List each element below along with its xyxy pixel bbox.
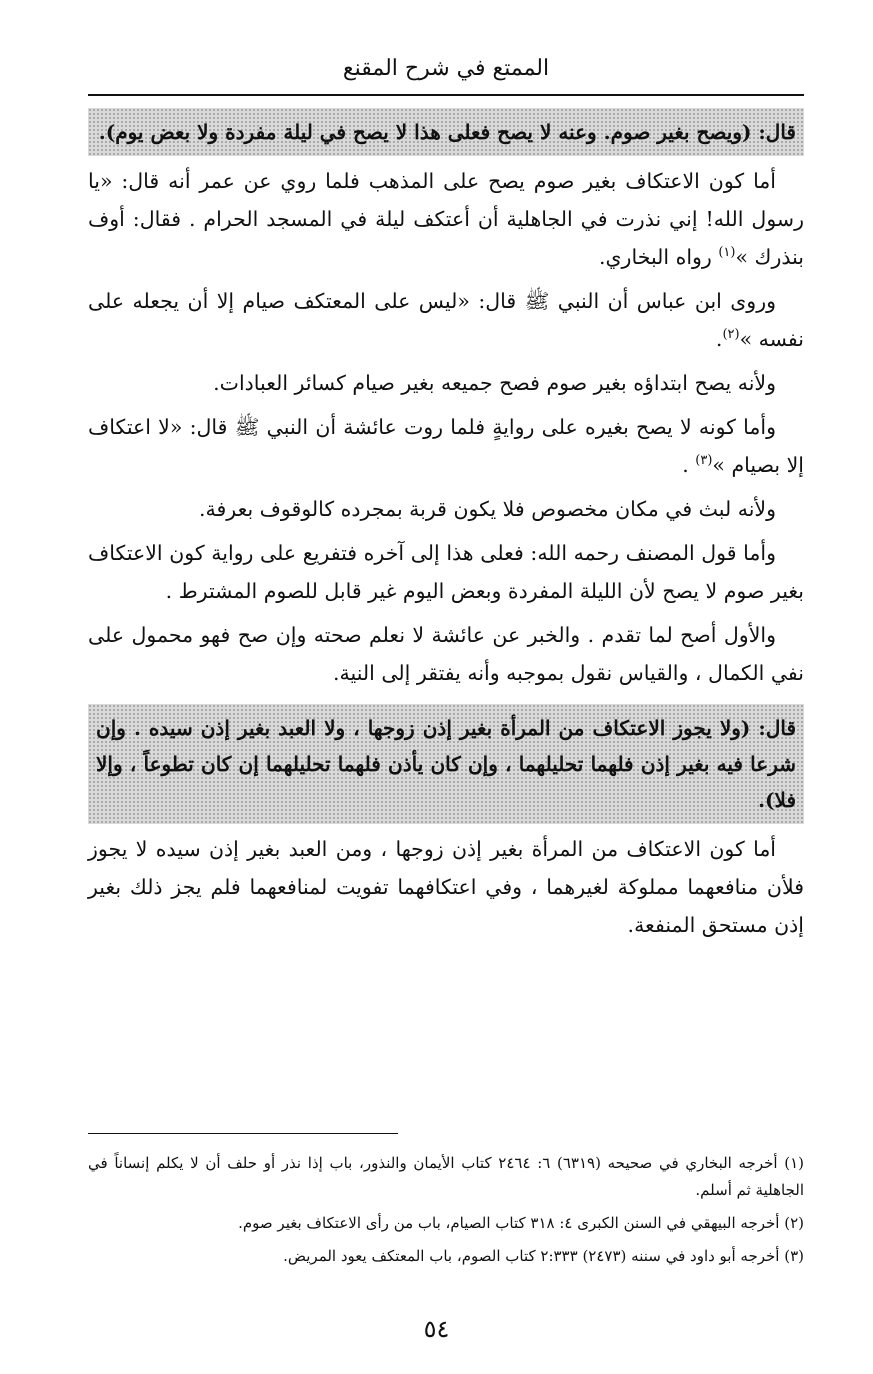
commentary-paragraph — [88, 534, 804, 610]
footnote-rule — [88, 1133, 398, 1134]
matn-block: قال: (ويصح بغير صوم. وعنه لا يصح فعلى هذا لا يصح في ليلة مفردة ولا بعض يوم). — [88, 108, 804, 156]
paragraph-text: وأما كونه لا يصح بغيره على روايةٍ فلما روت عائشة أن النبي ﷺ قال: «لا اعتكاف إلا بصيام » — [88, 415, 804, 477]
footnote-3: (٣) أخرجه أبو داود في سننه (٢٤٧٣) ٢:٣٣٣ كتاب الصوم، باب المعتكف يعود المريض. — [283, 1247, 804, 1265]
paragraph-text: وروى ابن عباس أن النبي ﷺ قال: «ليس على المعتكف صيام إلا أن يجعله على نفسه » — [88, 289, 804, 351]
footnote-1: (١) أخرجه البخاري في صحيحه (٦٣١٩) ٦: ٢٤٦٤ كتاب الأيمان والنذور، باب إذا نذر أو حلف أن لا يكلم إنساناً في الجاهلية ثم أسلم. — [88, 1154, 804, 1199]
header-rule — [88, 94, 804, 96]
footnote-2: (٢) أخرجه البيهقي في السنن الكبرى ٤: ٣١٨ كتاب الصيام، باب من رأى الاعتكاف بغير صوم. — [238, 1214, 804, 1232]
footnotes — [88, 1150, 804, 1276]
running-head: الممتع في شرح المقنع — [342, 56, 550, 81]
paragraph-text-tail: رواه البخاري. — [599, 245, 719, 269]
footnote-ref: (٢) — [722, 327, 740, 343]
footnote-ref: (١) — [718, 245, 736, 261]
commentary-paragraph — [88, 490, 804, 528]
paragraph-text: ولأنه يصح ابتداؤه بغير صوم فصح جميعه بغير صيام كسائر العبادات. — [213, 371, 776, 395]
commentary-paragraph — [88, 616, 804, 692]
footnote-ref: (٣) — [695, 453, 713, 469]
page-body — [88, 30, 804, 944]
commentary-paragraph — [88, 408, 804, 484]
paragraph-text: وأما قول المصنف رحمه الله: فعلى هذا إلى آخره فتفريع على رواية كون الاعتكاف بغير صوم لا يصح لأن الليلة المفردة وبعض اليوم غير قابل للصوم المشترط . — [88, 541, 804, 603]
paragraph-text-tail: . — [715, 327, 723, 351]
commentary-paragraph — [88, 162, 804, 276]
commentary-paragraph — [88, 830, 804, 944]
commentary-paragraph — [88, 282, 804, 358]
paragraph-text-tail: . — [682, 453, 696, 477]
paragraph-text: ولأنه لبث في مكان مخصوص فلا يكون قربة بمجرده كالوقوف بعرفة. — [198, 497, 776, 521]
matn-block: قال: (ولا يجوز الاعتكاف من المرأة بغير إذن زوجها ، ولا العبد بغير إذن سيده . وإن شرعا فيه بغير إذن فلهما تحليلهما ، وإن كان يأذن فلهما تحليلهما إن كان تطوعاً ، وإلا فلا). — [88, 704, 804, 824]
paragraph-text: أما كون الاعتكاف من المرأة بغير إذن زوجها ، ومن العبد بغير إذن سيده لا يجوز فلأن منافعهما مملوكة لغيرهما ، وفي اعتكافهما تفويت لمنافعهما فلم يجز ذلك بغير إذن مستحق المنفعة. — [88, 837, 804, 937]
paragraph-text: والأول أصح لما تقدم . والخبر عن عائشة لا نعلم صحته وإن صح فهو محمول على نفي الكمال ، والقياس نقول بموجبه وأنه يفتقر إلى النية. — [88, 623, 804, 685]
commentary-paragraph — [88, 364, 804, 402]
paragraph-text: أما كون الاعتكاف بغير صوم يصح على المذهب فلما روي عن عمر أنه قال: «يا رسول الله! إني نذرت في الجاهلية أن أعتكف ليلة في المسجد الحرام . فقال: أوف بنذرك » — [88, 169, 804, 269]
page-number: ٥٤ — [423, 1315, 450, 1343]
